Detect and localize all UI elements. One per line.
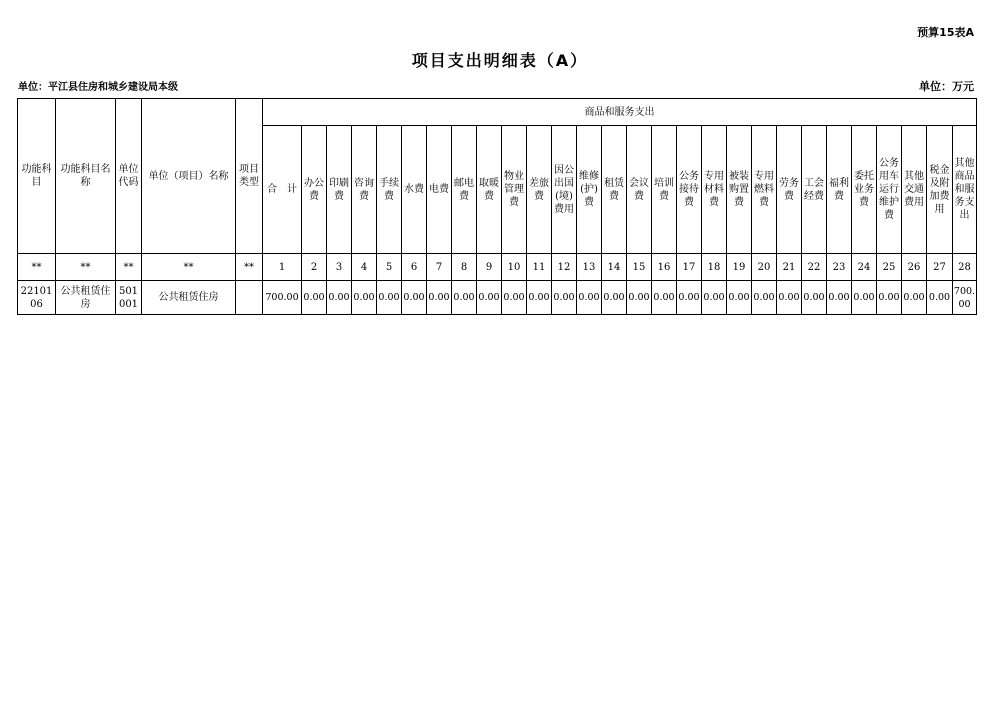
cell-amount: 0.00 — [477, 281, 502, 315]
cell-amount: 0.00 — [927, 281, 953, 315]
header-expense-10: 物业管理费 — [502, 126, 527, 254]
header-expense-13: 维修(护)费 — [577, 126, 602, 254]
number-cell: 27 — [927, 254, 953, 281]
table-row — [18, 281, 977, 315]
header-expense-21: 劳务费 — [777, 126, 802, 254]
header-expense-18: 专用材料费 — [702, 126, 727, 254]
number-cell: 6 — [402, 254, 427, 281]
cell-func-name: 公共租赁住房 — [56, 281, 116, 315]
header-expense-1: 合 计 — [263, 126, 302, 254]
header-expense-26: 其他交通费用 — [902, 126, 927, 254]
page-title: 项目支出明细表（A） — [411, 51, 589, 70]
header-func-name: 功能科目名称 — [56, 99, 116, 254]
cell-amount: 0.00 — [827, 281, 852, 315]
number-cell: ** — [236, 254, 263, 281]
cell-amount: 0.00 — [402, 281, 427, 315]
number-cell: 21 — [777, 254, 802, 281]
number-cell: 25 — [877, 254, 902, 281]
header-expense-25: 公务用车运行维护费 — [877, 126, 902, 254]
header-expense-9: 取暖费 — [477, 126, 502, 254]
header-expense-14: 租赁费 — [602, 126, 627, 254]
header-expense-12: 因公出国(境)费用 — [552, 126, 577, 254]
number-cell: 23 — [827, 254, 852, 281]
cell-amount: 0.00 — [802, 281, 827, 315]
header-expense-5: 手续费 — [377, 126, 402, 254]
number-cell: 13 — [577, 254, 602, 281]
number-cell: 24 — [852, 254, 877, 281]
cell-amount: 0.00 — [377, 281, 402, 315]
cell-amount: 0.00 — [627, 281, 652, 315]
cell-amount: 0.00 — [502, 281, 527, 315]
cell-func-code: 2210106 — [18, 281, 56, 315]
cell-amount: 0.00 — [877, 281, 902, 315]
number-cell: 15 — [627, 254, 652, 281]
header-expense-20: 专用燃料费 — [752, 126, 777, 254]
header-expense-27: 税金及附加费用 — [927, 126, 953, 254]
form-code: 预算15表A — [917, 26, 974, 39]
number-cell: 10 — [502, 254, 527, 281]
number-cell: ** — [116, 254, 142, 281]
number-cell: 28 — [953, 254, 977, 281]
number-cell: 2 — [302, 254, 327, 281]
number-cell: 20 — [752, 254, 777, 281]
header-expense-15: 会议费 — [627, 126, 652, 254]
number-cell: 1 — [263, 254, 302, 281]
header-expense-16: 培训费 — [652, 126, 677, 254]
organization-label: 单位：平江县住房和城乡建设局本级 — [18, 82, 178, 93]
header-project-name: 单位（项目）名称 — [142, 99, 236, 254]
expense-detail-table — [17, 98, 977, 315]
header-expense-22: 工会经费 — [802, 126, 827, 254]
cell-unit-code: 501001 — [116, 281, 142, 315]
number-cell: 12 — [552, 254, 577, 281]
header-func-code: 功能科目 — [18, 99, 56, 254]
cell-amount: 0.00 — [777, 281, 802, 315]
header-expense-19: 被装购置费 — [727, 126, 752, 254]
header-expense-24: 委托业务费 — [852, 126, 877, 254]
header-unit-code: 单位代码 — [116, 99, 142, 254]
number-cell: 8 — [452, 254, 477, 281]
cell-amount: 0.00 — [352, 281, 377, 315]
cell-amount: 700.00 — [953, 281, 977, 315]
number-cell: 18 — [702, 254, 727, 281]
cell-amount: 0.00 — [652, 281, 677, 315]
cell-amount: 0.00 — [452, 281, 477, 315]
unit-label: 单位：万元 — [919, 80, 974, 93]
cell-amount: 0.00 — [852, 281, 877, 315]
cell-amount: 0.00 — [677, 281, 702, 315]
cell-amount: 0.00 — [302, 281, 327, 315]
number-cell: 19 — [727, 254, 752, 281]
number-cell: 11 — [527, 254, 552, 281]
number-cell: 17 — [677, 254, 702, 281]
cell-amount: 0.00 — [602, 281, 627, 315]
number-cell: ** — [56, 254, 116, 281]
header-expense-11: 差旅费 — [527, 126, 552, 254]
header-expense-23: 福利费 — [827, 126, 852, 254]
number-cell: 26 — [902, 254, 927, 281]
number-cell: 4 — [352, 254, 377, 281]
header-expense-8: 邮电费 — [452, 126, 477, 254]
header-expense-6: 水费 — [402, 126, 427, 254]
number-cell: 5 — [377, 254, 402, 281]
header-expense-4: 咨询费 — [352, 126, 377, 254]
number-cell: 22 — [802, 254, 827, 281]
header-expense-3: 印刷费 — [327, 126, 352, 254]
number-cell: ** — [18, 254, 56, 281]
cell-project-type — [236, 281, 263, 315]
header-group-goods-services: 商品和服务支出 — [263, 99, 977, 126]
cell-project-name: 公共租赁住房 — [142, 281, 236, 315]
cell-amount: 0.00 — [327, 281, 352, 315]
header-expense-2: 办公费 — [302, 126, 327, 254]
cell-amount: 0.00 — [552, 281, 577, 315]
cell-amount: 0.00 — [702, 281, 727, 315]
cell-amount: 0.00 — [527, 281, 552, 315]
cell-amount: 700.00 — [263, 281, 302, 315]
number-cell: 16 — [652, 254, 677, 281]
cell-amount: 0.00 — [427, 281, 452, 315]
header-expense-7: 电费 — [427, 126, 452, 254]
cell-amount: 0.00 — [577, 281, 602, 315]
number-cell: 7 — [427, 254, 452, 281]
cell-amount: 0.00 — [727, 281, 752, 315]
header-project-type: 项目类型 — [236, 99, 263, 254]
cell-amount: 0.00 — [902, 281, 927, 315]
number-cell: 3 — [327, 254, 352, 281]
number-cell: 9 — [477, 254, 502, 281]
header-expense-17: 公务接待费 — [677, 126, 702, 254]
cell-amount: 0.00 — [752, 281, 777, 315]
number-cell: ** — [142, 254, 236, 281]
header-expense-28: 其他商品和服务支出 — [953, 126, 977, 254]
number-cell: 14 — [602, 254, 627, 281]
